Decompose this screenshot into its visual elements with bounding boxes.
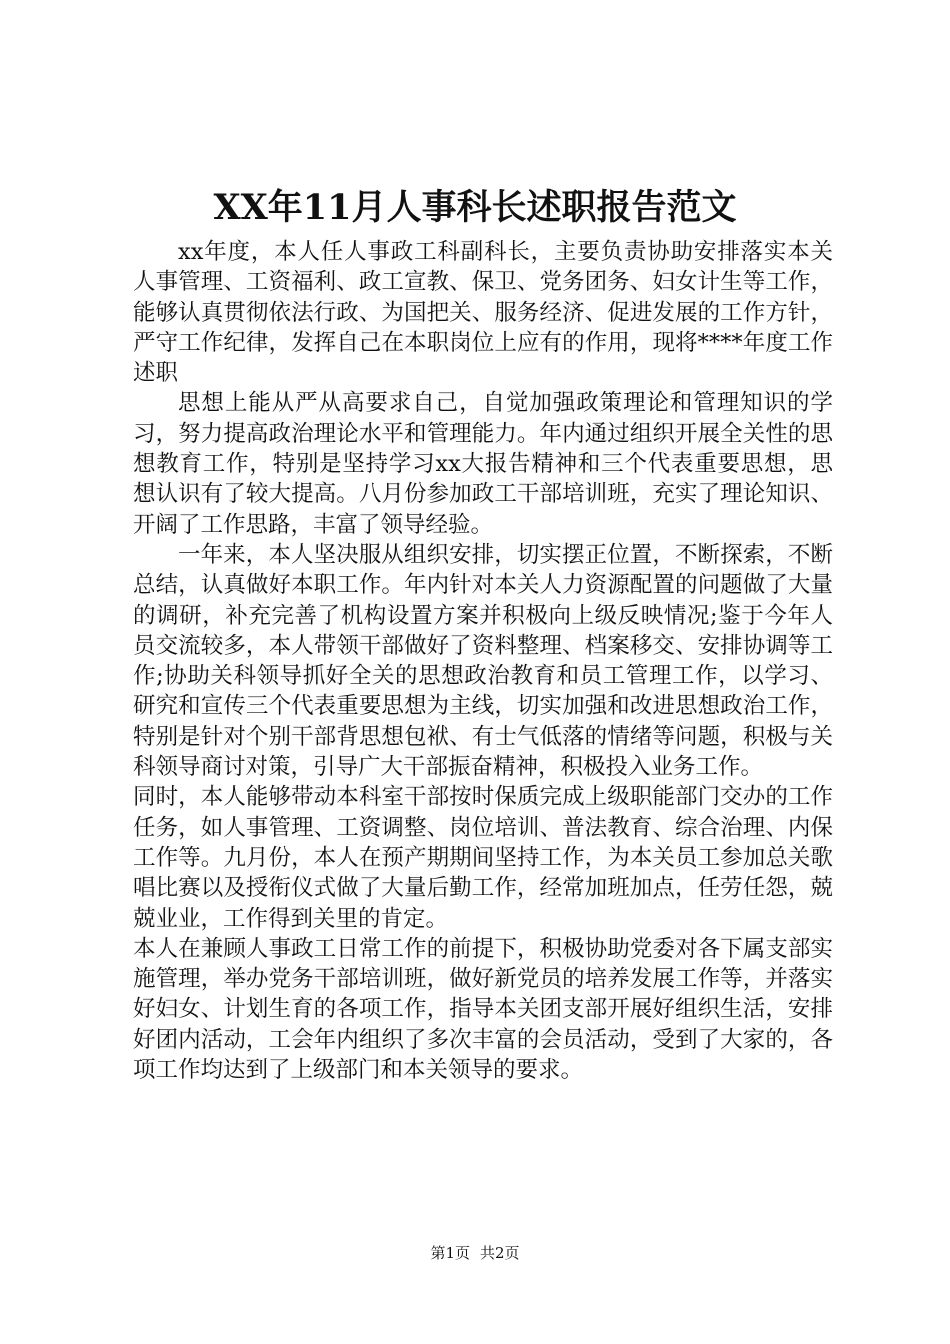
paragraph-party: 本人在兼顾人事政工日常工作的前提下，积极协助党委对各下属支部实施管理，举办党务干部培训班，做好新党员的培养发展工作等，并落实好妇女、计划生育的各项工作，指导本关团支部开展好组织生活，安排好团内活动，工会年内组织了多次丰富的会员活动，受到了大家的，各项工作均达到了上级部门和本关领导的要求。 <box>133 935 833 1084</box>
page-number: 第1页 <box>430 1244 470 1262</box>
paragraph-work: 一年来，本人坚决服从组织安排，切实摆正位置，不断探索，不断总结，认真做好本职工作。年内针对本关人力资源配置的问题做了大量的调研，补充完善了机构设置方案并积极向上级反映情况;鉴于今年人员交流较多，本人带领干部做好了资料整理、档案移交、安排协调等工作;协助关科领导抓好全关的思想政治教育和员工管理工作，以学习、研究和宣传三个代表重要思想为主线，切实加强和改进思想政治工作，特别是针对个别干部背思想包袱、有士气低落的情绪等问题，积极与关科领导商讨对策，引导广大干部振奋精神，积极投入业务工作。 <box>133 541 833 781</box>
paragraph-intro: xx年度，本人任人事政工科副科长，主要负责协助安排落实本关人事管理、工资福利、政工宣教、保卫、党务团务、妇女计生等工作，能够认真贯彻依法行政、为国把关、服务经济、促进发展的工作方针，严守工作纪律，发挥自己在本职岗位上应有的作用，现将****年度工作述职 <box>133 239 833 387</box>
document-body <box>133 237 833 1085</box>
paragraph-tasks: 同时，本人能够带动本科室干部按时保质完成上级职能部门交办的工作任务，如人事管理、工资调整、岗位培训、普法教育、综合治理、内保工作等。九月份，本人在预产期期间坚持工作，为本关员工参加总关歌唱比赛以及授衔仪式做了大量后勤工作，经常加班加点，任劳任怨，兢兢业业，工作得到关里的肯定。 <box>133 784 833 932</box>
page-total: 共2页 <box>480 1244 520 1262</box>
paragraph-thought: 思想上能从严从高要求自己，自觉加强政策理论和管理知识的学习，努力提高政治理论水平和管理能力。年内通过组织开展全关性的思想教育工作，特别是坚持学习xx大报告精神和三个代表重要思想，思想认识有了较大提高。八月份参加政工干部培训班，充实了理论知识、开阔了工作思路，丰富了领导经验。 <box>133 390 833 538</box>
page-footer <box>0 1242 950 1264</box>
document-title: XX年11月人事科长述职报告范文 <box>213 187 737 228</box>
